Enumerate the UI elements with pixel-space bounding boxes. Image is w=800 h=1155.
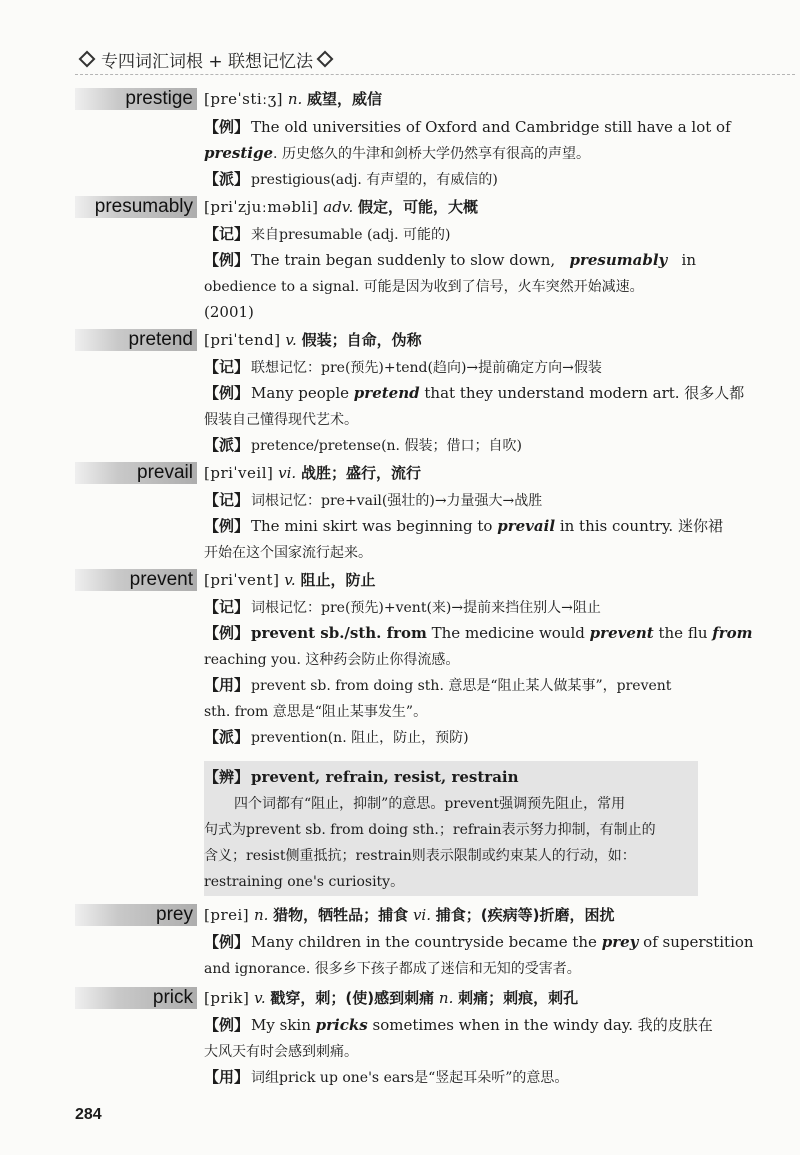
usage-line xyxy=(204,1064,696,1090)
example-text: in xyxy=(681,251,696,269)
example-text: My skin xyxy=(251,1016,311,1034)
discrimination-tag: 【辨】 xyxy=(204,768,250,786)
part-of-speech: adv. xyxy=(323,198,354,216)
discrimination-words: prevent, refrain, resist, restrain xyxy=(251,768,519,786)
discrimination-text xyxy=(204,842,696,868)
definition-prestige xyxy=(204,87,694,111)
example-tag: 【例】 xyxy=(204,1016,250,1034)
meaning: 猎物，牺牲品；捕食 xyxy=(273,906,409,924)
memory-line xyxy=(204,354,696,380)
memory-tag: 【记】 xyxy=(204,225,250,243)
example-line xyxy=(204,955,696,981)
phonetic: [prei] xyxy=(204,906,250,924)
discrimination-text xyxy=(204,816,696,842)
example-text: obedience to a signal. 可能是因为收到了信号，火车突然开始减速。 xyxy=(204,279,644,295)
headword-prevent: prevent xyxy=(75,569,197,591)
derivative-text: pretence/pretense(n. 假装；借口；自吹) xyxy=(251,438,522,454)
example-text: 大风天有时会感到刺痛。 xyxy=(204,1044,358,1060)
headword-prey: prey xyxy=(75,904,197,926)
phonetic: [priˈtend] xyxy=(204,331,281,349)
keyword: prevail xyxy=(497,517,556,535)
example-tag: 【例】 xyxy=(204,517,250,535)
keyword: pretend xyxy=(353,384,420,402)
part-of-speech: n. xyxy=(438,989,454,1007)
example-line xyxy=(204,620,753,646)
example-line xyxy=(204,1012,713,1038)
usage-tag: 【用】 xyxy=(204,1068,250,1086)
part-of-speech: n. xyxy=(287,90,303,108)
example-year: (2001) xyxy=(204,303,254,321)
phonetic: [priˈvent] xyxy=(204,571,280,589)
phonetic: [preˈstiːʒ] xyxy=(204,90,284,108)
meaning: 威望，威信 xyxy=(307,90,383,108)
phonetic: [prik] xyxy=(204,989,250,1007)
example-text: The train began suddenly to slow down, xyxy=(251,251,556,269)
derivative-line xyxy=(204,166,696,192)
keyword: prestige xyxy=(204,144,274,162)
example-line xyxy=(204,380,745,406)
example-line xyxy=(204,273,696,299)
memory-text: 联想记忆：pre(预先)+tend(趋向)→提前确定方向→假装 xyxy=(251,360,602,376)
derivative-tag: 【派】 xyxy=(204,728,250,746)
example-text: in this country. 迷你裙 xyxy=(559,517,723,535)
discrimination-text xyxy=(204,790,696,816)
derivative-text: prevention(n. 阻止，防止，预防) xyxy=(251,730,469,746)
keyword: from xyxy=(712,624,753,642)
meaning: 刺痛；刺痕，刺孔 xyxy=(458,989,579,1007)
example-text: The mini skirt was beginning to xyxy=(251,517,493,535)
derivative-tag: 【派】 xyxy=(204,436,250,454)
part-of-speech: v. xyxy=(254,989,266,1007)
diamond-icon xyxy=(79,51,96,68)
example-line xyxy=(204,299,696,325)
discrimination-line: 含义；resist侧重抵抗；restrain则表示限制或约束某人的行动，如： xyxy=(204,848,636,864)
example-line xyxy=(204,406,696,432)
discrimination-title xyxy=(204,764,696,790)
usage-tag: 【用】 xyxy=(204,676,250,694)
memory-tag: 【记】 xyxy=(204,358,250,376)
example-text: that they understand modern art. 很多人都 xyxy=(424,384,745,402)
headword-presumably: presumably xyxy=(75,196,197,218)
example-text: Many people xyxy=(251,384,350,402)
meaning: 阻止，防止 xyxy=(300,571,376,589)
usage-text: prevent sb. from doing sth. 意思是“阻止某人做某事”，prevent xyxy=(251,678,672,694)
page-number: 284 xyxy=(75,1106,102,1123)
part-of-speech: vi. xyxy=(412,906,431,924)
usage-text: 词组prick up one's ears是“竖起耳朵听”的意思。 xyxy=(251,1070,569,1086)
example-text: . 历史悠久的牛津和剑桥大学仍然享有很高的声望。 xyxy=(273,146,590,162)
example-line xyxy=(204,1038,696,1064)
example-text: The old universities of Oxford and Cambridge still have a lot of xyxy=(251,118,731,136)
headword-pretend: pretend xyxy=(75,329,197,351)
definition-presumably xyxy=(204,195,694,219)
headword-prestige: prestige xyxy=(75,88,197,110)
memory-line xyxy=(204,221,696,247)
usage-line xyxy=(204,672,696,698)
discrimination-line: 四个词都有“阻止，抑制”的意思。prevent强调预先阻止，常用 xyxy=(234,796,626,812)
example-tag: 【例】 xyxy=(204,118,250,136)
part-of-speech: vi. xyxy=(278,464,297,482)
example-text: The medicine would xyxy=(431,624,585,642)
example-line xyxy=(204,646,696,672)
meaning: 战胜；盛行，流行 xyxy=(300,464,421,482)
usage-line xyxy=(204,698,696,724)
example-text: 开始在这个国家流行起来。 xyxy=(204,545,372,561)
example-line xyxy=(204,539,696,565)
example-line xyxy=(204,929,754,955)
meaning: 戳穿，刺；(使)感到刺痛 xyxy=(270,989,435,1007)
memory-tag: 【记】 xyxy=(204,598,250,616)
derivative-line xyxy=(204,724,696,750)
definition-prick xyxy=(204,986,694,1010)
derivative-text: prestigious(adj. 有声望的，有威信的) xyxy=(251,172,498,188)
example-line xyxy=(204,114,731,140)
meaning: 假装；自命，伪称 xyxy=(301,331,422,349)
phonetic: [priˈzjuːməbli] xyxy=(204,198,319,216)
example-tag: 【例】 xyxy=(204,251,250,269)
discrimination-text xyxy=(204,868,696,894)
headword-prevail: prevail xyxy=(75,462,197,484)
memory-line xyxy=(204,487,696,513)
example-text: 假装自己懂得现代艺术。 xyxy=(204,412,358,428)
definition-prevent xyxy=(204,568,694,592)
keyword: prevent xyxy=(589,624,654,642)
keyword: prey xyxy=(601,933,639,951)
example-line xyxy=(204,140,696,166)
running-header-title: 专四词汇词根 + 联想记忆法 xyxy=(101,51,314,72)
example-tag: 【例】 xyxy=(204,624,250,642)
keyword: pricks xyxy=(315,1016,368,1034)
example-text: reaching you. 这种药会防止你得流感。 xyxy=(204,652,460,668)
usage-text: sth. from 意思是“阻止某事发生”。 xyxy=(204,704,428,720)
example-tag: 【例】 xyxy=(204,933,250,951)
memory-text: 来自presumable (adj. 可能的) xyxy=(251,227,451,243)
memory-text: 词根记忆：pre(预先)+vent(来)→提前来挡住别人→阻止 xyxy=(251,600,601,616)
keyword: presumably xyxy=(569,251,668,269)
derivative-tag: 【派】 xyxy=(204,170,250,188)
discrimination-line: restraining one's curiosity。 xyxy=(204,874,405,890)
memory-line xyxy=(204,594,696,620)
example-text: and ignorance. 很多乡下孩子都成了迷信和无知的受害者。 xyxy=(204,961,581,977)
running-header xyxy=(75,44,795,75)
part-of-speech: v. xyxy=(284,571,296,589)
derivative-line xyxy=(204,432,696,458)
diamond-icon xyxy=(317,51,334,68)
headword-prick: prick xyxy=(75,987,197,1009)
example-text: sometimes when in the windy day. 我的皮肤在 xyxy=(372,1016,713,1034)
part-of-speech: n. xyxy=(253,906,269,924)
definition-pretend xyxy=(204,328,694,352)
memory-tag: 【记】 xyxy=(204,491,250,509)
meaning: 假定，可能，大概 xyxy=(358,198,479,216)
part-of-speech: v. xyxy=(285,331,297,349)
example-line xyxy=(204,513,723,539)
example-tag: 【例】 xyxy=(204,384,250,402)
definition-prevail xyxy=(204,461,694,485)
definition-prey xyxy=(204,903,694,927)
example-line xyxy=(204,247,696,273)
memory-text: 词根记忆：pre+vail(强壮的)→力量强大→战胜 xyxy=(251,493,543,509)
meaning: 捕食；(疾病等)折磨，困扰 xyxy=(435,906,615,924)
example-text: Many children in the countryside became the xyxy=(251,933,597,951)
collocation: prevent sb./sth. from xyxy=(251,624,427,642)
example-text: the flu xyxy=(658,624,708,642)
discrimination-line: 句式为prevent sb. from doing sth.；refrain表示努力抑制，有制止的 xyxy=(204,822,656,838)
example-text: of superstition xyxy=(643,933,754,951)
phonetic: [priˈveil] xyxy=(204,464,274,482)
